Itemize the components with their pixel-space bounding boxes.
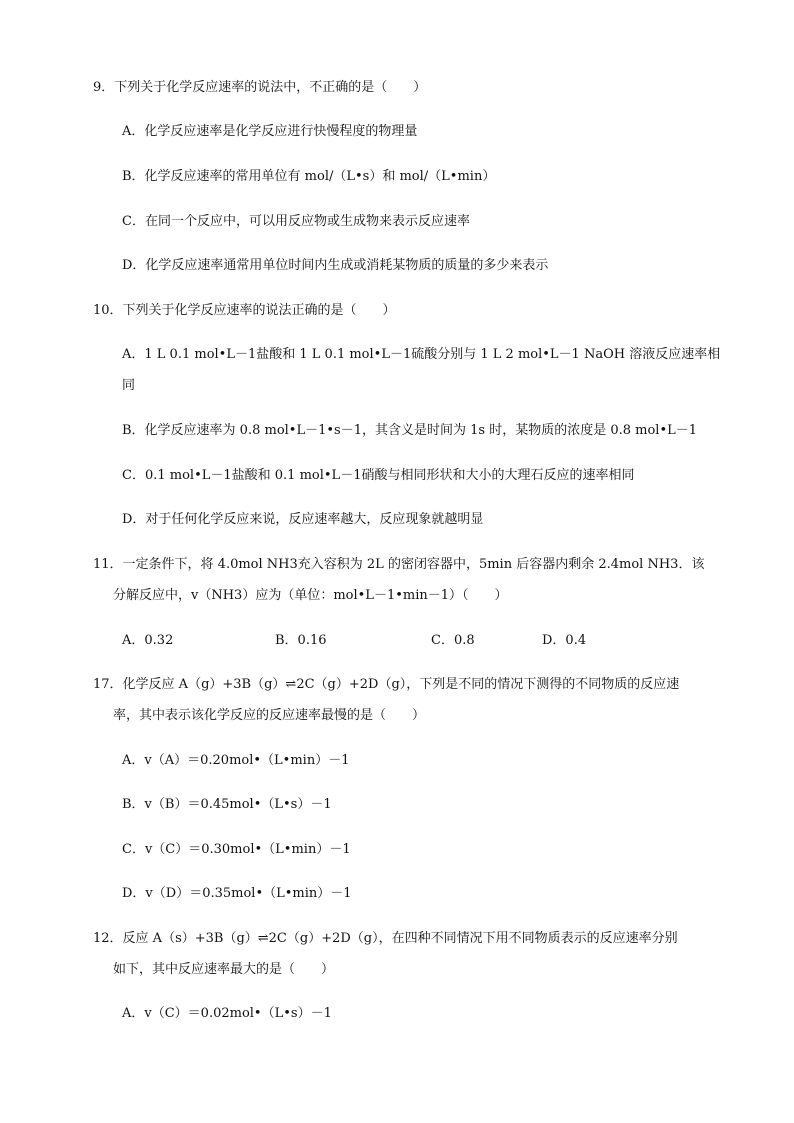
q10-option-d: D．对于任何化学反应来说，反应速率越大，反应现象就越明显 <box>122 512 484 527</box>
q11-option-b: B．0.16 <box>275 633 327 648</box>
q11-options-row <box>122 631 682 651</box>
q9-option-b: B．化学反应速率的常用单位有 mol/（L•s）和 mol/（L•min） <box>122 169 496 184</box>
q17-stem: 17．化学反应 A（g）+3B（g）⇌2C（g）+2D（g），下列是不同的情况下测得的不同物质的反应速 <box>93 677 680 692</box>
q9-option-a: A．化学反应速率是化学反应进行快慢程度的物理量 <box>122 124 418 139</box>
q9-stem: 9．下列关于化学反应速率的说法中，不正确的是（ ） <box>93 80 427 95</box>
q11-option-d: D．0.4 <box>542 633 587 648</box>
q11-option-a: A．0.32 <box>122 633 174 648</box>
q10-option-a-cont: 同 <box>122 378 136 393</box>
q10-stem: 10．下列关于化学反应速率的说法正确的是（ ） <box>93 303 396 318</box>
q10-option-a: A．1 L 0.1 mol•L－1盐酸和 1 L 0.1 mol•L－1硫酸分别与 1 L 2 mol•L－1 NaOH 溶液反应速率相 <box>122 347 721 362</box>
q17-option-c: C．v（C）＝0.30mol•（L•min）－1 <box>122 842 351 857</box>
q12-stem: 12．反应 A（s）+3B（g）⇌2C（g）+2D（g），在四种不同情况下用不同物质表示的反应速率分别 <box>93 931 678 946</box>
q17-stem-cont: 率，其中表示该化学反应的反应速率最慢的是（ ） <box>113 708 426 723</box>
q10-option-c: C．0.1 mol•L－1盐酸和 0.1 mol•L－1硝酸与相同形状和大小的大理石反应的速率相同 <box>122 468 635 483</box>
q11-stem-cont: 分解反应中，v（NH3）应为（单位：mol•L－1•min－1）（ ） <box>113 588 508 603</box>
q17-option-b: B．v（B）＝0.45mol•（L•s）－1 <box>122 797 332 812</box>
q17-option-d: D．v（D）＝0.35mol•（L•min）－1 <box>122 886 352 901</box>
q12-option-a: A．v（C）＝0.02mol•（L•s）－1 <box>122 1006 332 1021</box>
q9-option-c: C．在同一个反应中，可以用反应物或生成物来表示反应速率 <box>122 214 470 229</box>
q11-stem: 11．一定条件下，将 4.0mol NH3充入容积为 2L 的密闭容器中，5min 后容器内剩余 2.4mol NH3．该 <box>93 557 705 572</box>
q10-option-b: B．化学反应速率为 0.8 mol•L－1•s－1，其含义是时间为 1s 时，某物质的浓度是 0.8 mol•L－1 <box>122 423 698 438</box>
q12-stem-cont: 如下，其中反应速率最大的是（ ） <box>113 962 335 977</box>
q17-option-a: A．v（A）＝0.20mol•（L•min）－1 <box>122 753 350 768</box>
q11-option-c: C．0.8 <box>431 633 475 648</box>
q9-option-d: D．化学反应速率通常用单位时间内生成或消耗某物质的质量的多少来表示 <box>122 258 549 273</box>
